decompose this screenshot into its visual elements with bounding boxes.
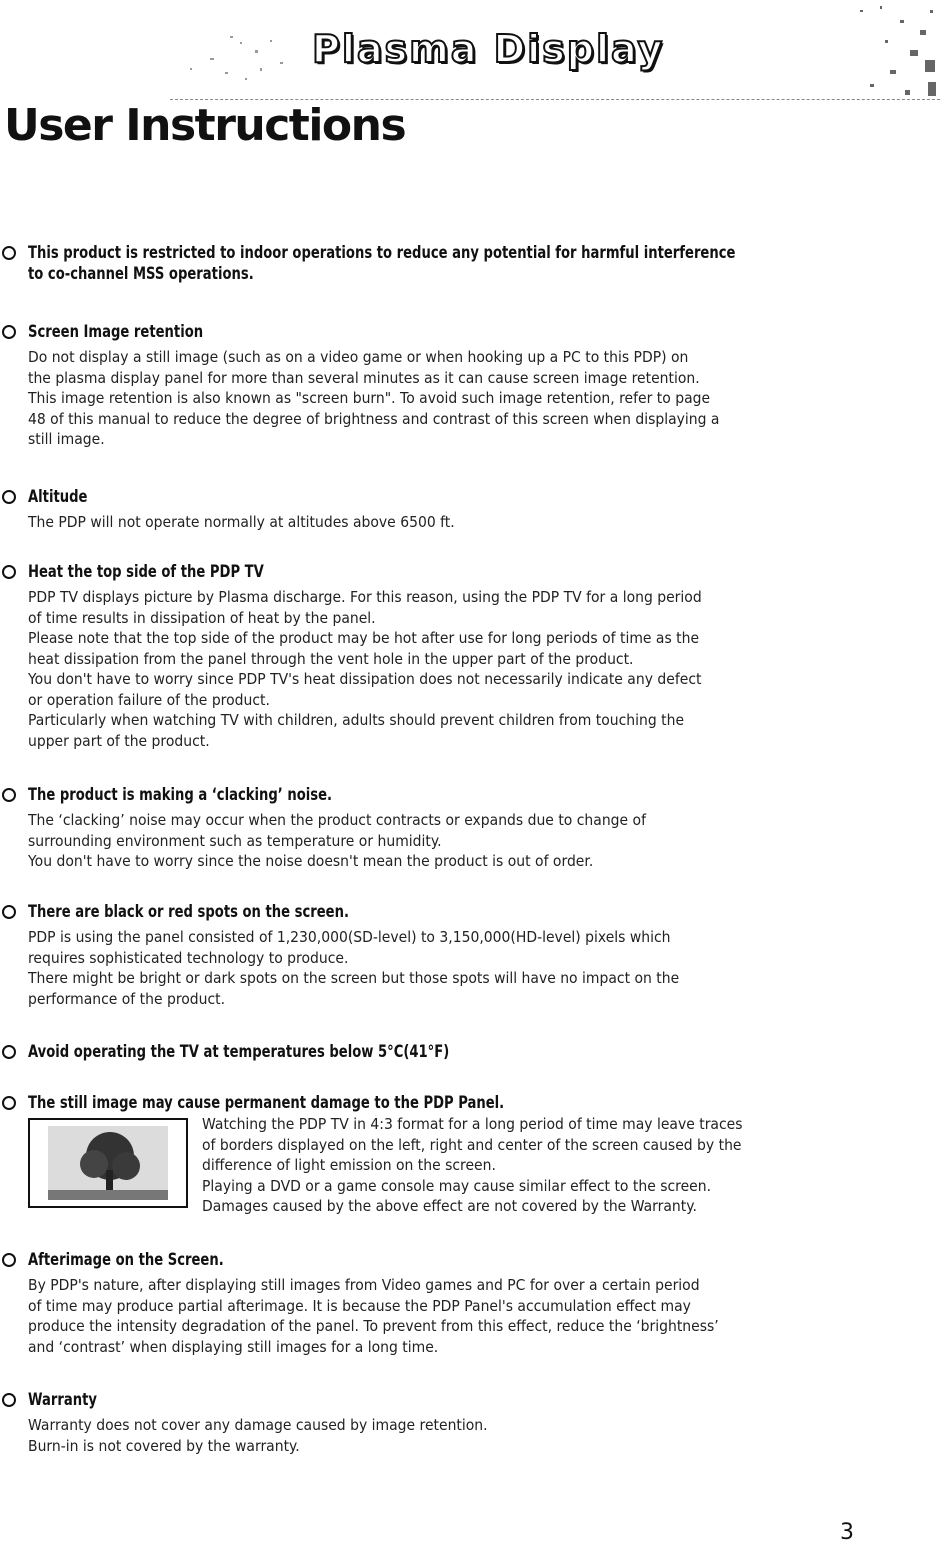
section-heading: This product is restricted to indoor operations to reduce any potential for harmful interference xyxy=(28,243,736,263)
page-number: 3 xyxy=(840,1520,854,1545)
body-line: produce the intensity degradation of the panel. To prevent from this effect, reduce the ‘brightness’ xyxy=(28,1317,719,1335)
body-line: The ‘clacking’ noise may occur when the product contracts or expands due to change of xyxy=(28,811,646,829)
section-altitude xyxy=(2,487,487,533)
circle-bullet-icon xyxy=(2,905,16,919)
section-heading: There are black or red spots on the screen. xyxy=(28,902,349,922)
circle-bullet-icon xyxy=(2,325,16,339)
body-line: This image retention is also known as "screen burn". To avoid such image retention, refer to page xyxy=(28,389,711,407)
circle-bullet-icon xyxy=(2,1045,16,1059)
section-body xyxy=(28,1275,719,1357)
section-black-red-spots xyxy=(2,902,728,1009)
section-body xyxy=(28,347,719,450)
section-heading: Warranty xyxy=(28,1390,97,1410)
body-line: performance of the product. xyxy=(28,989,226,1008)
body-line: of time results in dissipation of heat by the panel. xyxy=(28,608,376,627)
body-line: Burn-in is not covered by the warranty. xyxy=(28,1436,300,1455)
scan-noise-left xyxy=(170,28,310,98)
section-afterimage xyxy=(2,1250,771,1357)
body-line: The PDP will not operate normally at altitudes above 6500 ft. xyxy=(28,513,455,531)
body-line: Watching the PDP TV in 4:3 format for a long period of time may leave traces xyxy=(202,1115,743,1133)
body-line: of borders displayed on the left, right and center of the screen caused by the xyxy=(202,1135,742,1154)
circle-bullet-icon xyxy=(2,490,16,504)
circle-bullet-icon xyxy=(2,1096,16,1110)
section-body xyxy=(28,512,455,533)
circle-bullet-icon xyxy=(2,1253,16,1267)
body-line: of time may produce partial afterimage. It is because the PDP Panel's accumulation effect may xyxy=(28,1296,691,1315)
body-line: Warranty does not cover any damage caused by image retention. xyxy=(28,1416,488,1434)
section-body xyxy=(28,927,679,1009)
body-line: heat dissipation from the panel through the vent hole in the upper part of the product. xyxy=(28,649,634,668)
body-line: There might be bright or dark spots on the screen but those spots will have no impact on the xyxy=(28,969,680,987)
circle-bullet-icon xyxy=(2,788,16,802)
brand-logo: Plasma Display xyxy=(312,27,665,71)
section-heat-top-side xyxy=(2,562,752,751)
page-title: User Instructions xyxy=(4,100,406,151)
section-heading: Altitude xyxy=(28,487,88,507)
body-line: You don't have to worry since PDP TV's heat dissipation does not necessarily indicate any defect xyxy=(28,670,702,688)
section-temperature xyxy=(2,1042,518,1063)
body-line: PDP TV displays picture by Plasma discharge. For this reason, using the PDP TV for a long period xyxy=(28,588,702,606)
body-line: Particularly when watching TV with children, adults should prevent children from touching the xyxy=(28,711,685,729)
section-heading-line2: to co-channel MSS operations. xyxy=(28,264,254,284)
section-heading: Afterimage on the Screen. xyxy=(28,1250,224,1270)
body-line: difference of light emission on the screen. xyxy=(202,1156,496,1174)
section-heading: Heat the top side of the PDP TV xyxy=(28,562,264,582)
body-line: still image. xyxy=(28,430,105,448)
circle-bullet-icon xyxy=(2,1393,16,1407)
section-heading: Avoid operating the TV at temperatures below 5°C(41°F) xyxy=(28,1042,450,1062)
body-line: requires sophisticated technology to produce. xyxy=(28,948,349,967)
section-screen-image-retention xyxy=(2,322,772,450)
tv-thumbnail-image xyxy=(28,1118,188,1208)
section-clacking-noise xyxy=(2,785,693,872)
body-line: Do not display a still image (such as on a video game or when hooking up a PC to this PDP) on xyxy=(28,348,689,366)
body-line: or operation failure of the product. xyxy=(28,690,270,709)
circle-bullet-icon xyxy=(2,246,16,260)
section-heading: The still image may cause permanent damage to the PDP Panel. xyxy=(28,1093,505,1113)
body-line: Playing a DVD or a game console may cause similar effect to the screen. xyxy=(202,1176,712,1195)
body-line: surrounding environment such as temperature or humidity. xyxy=(28,831,442,850)
body-line: the plasma display panel for more than several minutes as it can cause screen image retention. xyxy=(28,368,700,387)
section-warranty xyxy=(2,1390,522,1456)
body-line: By PDP's nature, after displaying still images from Video games and PC for over a certain period xyxy=(28,1276,700,1294)
scan-noise-right xyxy=(840,0,940,102)
body-line: Please note that the top side of the product may be hot after use for long periods of time as the xyxy=(28,629,700,647)
section-body xyxy=(202,1114,743,1217)
body-line: 48 of this manual to reduce the degree of brightness and contrast of this screen when displaying a xyxy=(28,409,720,428)
circle-bullet-icon xyxy=(2,565,16,579)
body-line: Damages caused by the above effect are not covered by the Warranty. xyxy=(202,1197,697,1215)
section-body xyxy=(28,810,646,872)
body-line: and ‘contrast’ when displaying still images for a long time. xyxy=(28,1337,439,1356)
section-heading: Screen Image retention xyxy=(28,322,204,342)
section-indoor-restriction xyxy=(2,243,851,285)
tree-picture-icon xyxy=(48,1126,168,1200)
body-line: upper part of the product. xyxy=(28,731,210,750)
section-body xyxy=(28,587,702,751)
section-still-image-damage xyxy=(2,1093,902,1223)
section-heading: The product is making a ‘clacking’ noise. xyxy=(28,785,333,805)
body-line: PDP is using the panel consisted of 1,230,000(SD-level) to 3,150,000(HD-level) pixels which xyxy=(28,928,671,946)
section-body xyxy=(28,1415,488,1456)
body-line: You don't have to worry since the noise doesn't mean the product is out of order. xyxy=(28,852,594,870)
